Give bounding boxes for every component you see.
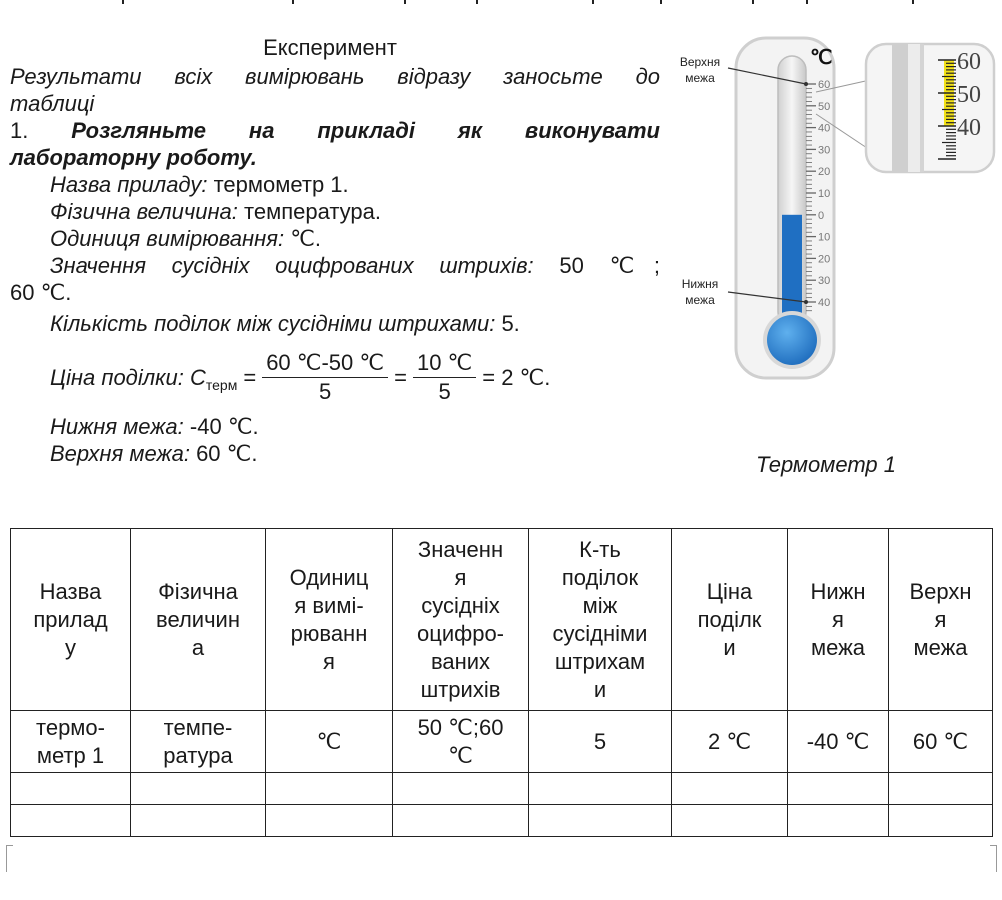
table-cell[interactable]: [393, 711, 529, 773]
scale-label: 60: [818, 79, 831, 91]
formula-equals-1: =: [243, 364, 257, 390]
cell-line: 2 ℃: [707, 728, 752, 754]
header-line: Верхн: [909, 578, 972, 604]
cell-line: 5: [593, 728, 607, 754]
zoom-label: 50: [957, 82, 981, 108]
scale-label: 30: [818, 275, 831, 288]
field-label: Фізична величина:: [50, 199, 238, 224]
table-row: [11, 711, 993, 773]
field-label: Верхня межа:: [50, 441, 190, 466]
header-line: я: [323, 648, 335, 674]
field-value: термометр 1.: [207, 172, 349, 197]
field-label: Значення сусідніх оцифрованих штрихів:: [50, 253, 534, 278]
header-line: сусідніми: [552, 620, 648, 646]
scale-label: 10: [818, 188, 831, 200]
header-line: штрихів: [420, 676, 501, 702]
lower-limit-label-2: межа: [685, 293, 715, 307]
table-cell[interactable]: [788, 805, 889, 837]
scale-label: 20: [818, 166, 831, 179]
cell-line: метр 1: [36, 742, 105, 768]
table-cell[interactable]: [889, 805, 993, 837]
fraction-1: [262, 351, 388, 404]
formula-result: = 2 ℃.: [482, 364, 551, 390]
formula-equals-2: =: [394, 364, 407, 390]
header-line: штрихам: [554, 648, 646, 674]
header-line: а: [191, 634, 205, 660]
scale-label: 10: [818, 231, 831, 244]
field-value: -40 ℃.: [183, 414, 259, 439]
field-divisions: [10, 310, 660, 337]
table-row-empty: [11, 773, 993, 805]
header-line: Назва: [39, 578, 102, 604]
table-cell[interactable]: [131, 773, 266, 805]
table-cell[interactable]: [266, 773, 393, 805]
scale-label: 40: [818, 122, 831, 135]
header-line: я: [934, 606, 947, 632]
cell-line: ратура: [163, 742, 233, 768]
table-row-empty: [11, 805, 993, 837]
top-edge-marks: [0, 0, 1002, 6]
formula-subscript: терм: [205, 376, 238, 393]
results-table: [10, 528, 993, 837]
scale-label: 40: [818, 297, 831, 309]
fraction-1-numerator: 60 ℃-50 ℃: [262, 351, 388, 378]
page-title: Експеримент: [263, 35, 397, 60]
header-line: оцифро-: [416, 620, 505, 646]
instructions-block: [10, 34, 660, 467]
cell-line: ℃: [448, 742, 473, 768]
fraction-1-denominator: 5: [319, 378, 332, 404]
field-lower: [10, 413, 660, 440]
scale-label: 0: [818, 209, 825, 222]
header-line: сусідніх: [421, 592, 500, 618]
table-header-cell: [529, 529, 672, 711]
table-header-cell: [131, 529, 266, 711]
table-cell[interactable]: [889, 773, 993, 805]
upper-limit-dot: [804, 82, 808, 86]
field-quantity: [10, 198, 660, 225]
field-label: Одиниця вимірювання:: [50, 226, 285, 251]
zoom-label: 60: [957, 49, 981, 75]
header-line: я: [454, 564, 467, 590]
table-cell[interactable]: [131, 711, 266, 773]
table-header-cell: [672, 529, 788, 711]
task-line-2: лабораторну роботу.: [10, 145, 257, 170]
page-corner-left: [6, 845, 13, 872]
scale-label: 20: [818, 253, 831, 266]
table-cell[interactable]: [529, 711, 672, 773]
header-line: між: [582, 592, 618, 618]
upper-limit-label-2: межа: [685, 71, 715, 85]
table-cell[interactable]: [529, 773, 672, 805]
field-device: [10, 171, 660, 198]
thermometer-figure: [670, 30, 1000, 390]
table-header-cell: [889, 529, 993, 711]
field-upper: [10, 440, 660, 467]
field-value: 60 ℃.: [189, 441, 258, 466]
page-corner-right: [990, 845, 997, 872]
cell-line: темпе-: [163, 714, 233, 740]
scale-label: 50: [818, 100, 831, 113]
zoom-label: 40: [957, 115, 981, 141]
table-cell[interactable]: [11, 711, 131, 773]
cell-line: ℃: [316, 728, 342, 754]
lower-limit-dot: [804, 300, 808, 304]
header-line: Нижн: [810, 578, 866, 604]
header-line: межа: [810, 634, 866, 660]
header-line: и: [593, 676, 607, 702]
header-line: К-ть: [579, 536, 621, 562]
field-value: 5.: [495, 311, 520, 336]
field-unit: [10, 225, 660, 252]
header-line: и: [723, 634, 736, 660]
header-line: у: [65, 634, 76, 660]
table-cell[interactable]: [672, 711, 788, 773]
cell-line: 60 ℃: [912, 728, 969, 754]
table-cell[interactable]: [11, 805, 131, 837]
field-value: 50 ℃;: [533, 253, 660, 278]
table-cell[interactable]: [529, 805, 672, 837]
cell-line: термо-: [36, 714, 105, 740]
header-line: я: [832, 606, 844, 632]
header-line: рюванн: [290, 620, 368, 646]
table-cell[interactable]: [393, 805, 529, 837]
cell-line: 50 ℃;60: [417, 714, 504, 740]
header-line: Ціна: [706, 578, 753, 604]
zoom-panel: [866, 44, 994, 172]
header-line: поділк: [697, 606, 762, 632]
table-cell[interactable]: [788, 773, 889, 805]
table-cell[interactable]: [788, 711, 889, 773]
task-number: 1.: [10, 118, 29, 143]
table-header-cell: [393, 529, 529, 711]
thermometer-bulb: [767, 315, 817, 365]
intro-line-2: таблиці: [10, 91, 95, 116]
field-marks-continuation: 60 ℃.: [10, 280, 72, 305]
header-line: величин: [156, 606, 240, 632]
header-line: Значенн: [417, 536, 504, 562]
table-cell[interactable]: [672, 773, 788, 805]
table-header-cell: [788, 529, 889, 711]
field-label: Нижня межа:: [50, 414, 184, 439]
header-line: поділок: [561, 564, 639, 590]
upper-limit-label-1: Верхня: [679, 55, 721, 69]
field-label: Кількість поділок між сусідніми штрихами:: [50, 311, 496, 336]
header-line: межа: [913, 634, 968, 660]
table-cell[interactable]: [393, 773, 529, 805]
table-cell[interactable]: [11, 773, 131, 805]
task-text-1: Розгляньте на прикладі як виконувати: [71, 118, 660, 143]
table-cell[interactable]: [266, 805, 393, 837]
header-line: ваних: [430, 648, 491, 674]
field-label: Назва приладу:: [50, 172, 208, 197]
lower-limit-label-1: Нижня: [681, 277, 719, 291]
table-header-cell: [266, 529, 393, 711]
fraction-2-denominator: 5: [438, 378, 451, 404]
header-line: я вимі-: [294, 592, 364, 618]
table-cell[interactable]: [672, 805, 788, 837]
fraction-2: [413, 351, 476, 404]
field-value: температура.: [237, 199, 382, 224]
table-cell[interactable]: [266, 711, 393, 773]
table-header-cell: [11, 529, 131, 711]
header-line: прилад: [33, 606, 108, 632]
table-cell[interactable]: [889, 711, 993, 773]
header-line: Фізична: [158, 578, 238, 604]
unit-symbol: ℃: [810, 47, 833, 69]
scale-label: 30: [818, 144, 831, 157]
field-marks: [10, 252, 660, 279]
figure-caption: Термометр 1: [756, 452, 896, 477]
fraction-2-numerator: 10 ℃: [413, 351, 476, 378]
header-line: Одиниц: [289, 564, 369, 590]
intro-line-1: Результати всіх вимірювань відразу заносьте до: [10, 64, 660, 89]
table-header-row: [11, 529, 993, 711]
division-formula: [10, 345, 660, 409]
table-cell[interactable]: [131, 805, 266, 837]
field-value: ℃.: [284, 226, 322, 251]
formula-label: Ціна поділки: С: [50, 364, 206, 390]
task-line-1: [10, 117, 660, 144]
cell-line: -40 ℃: [806, 728, 870, 754]
